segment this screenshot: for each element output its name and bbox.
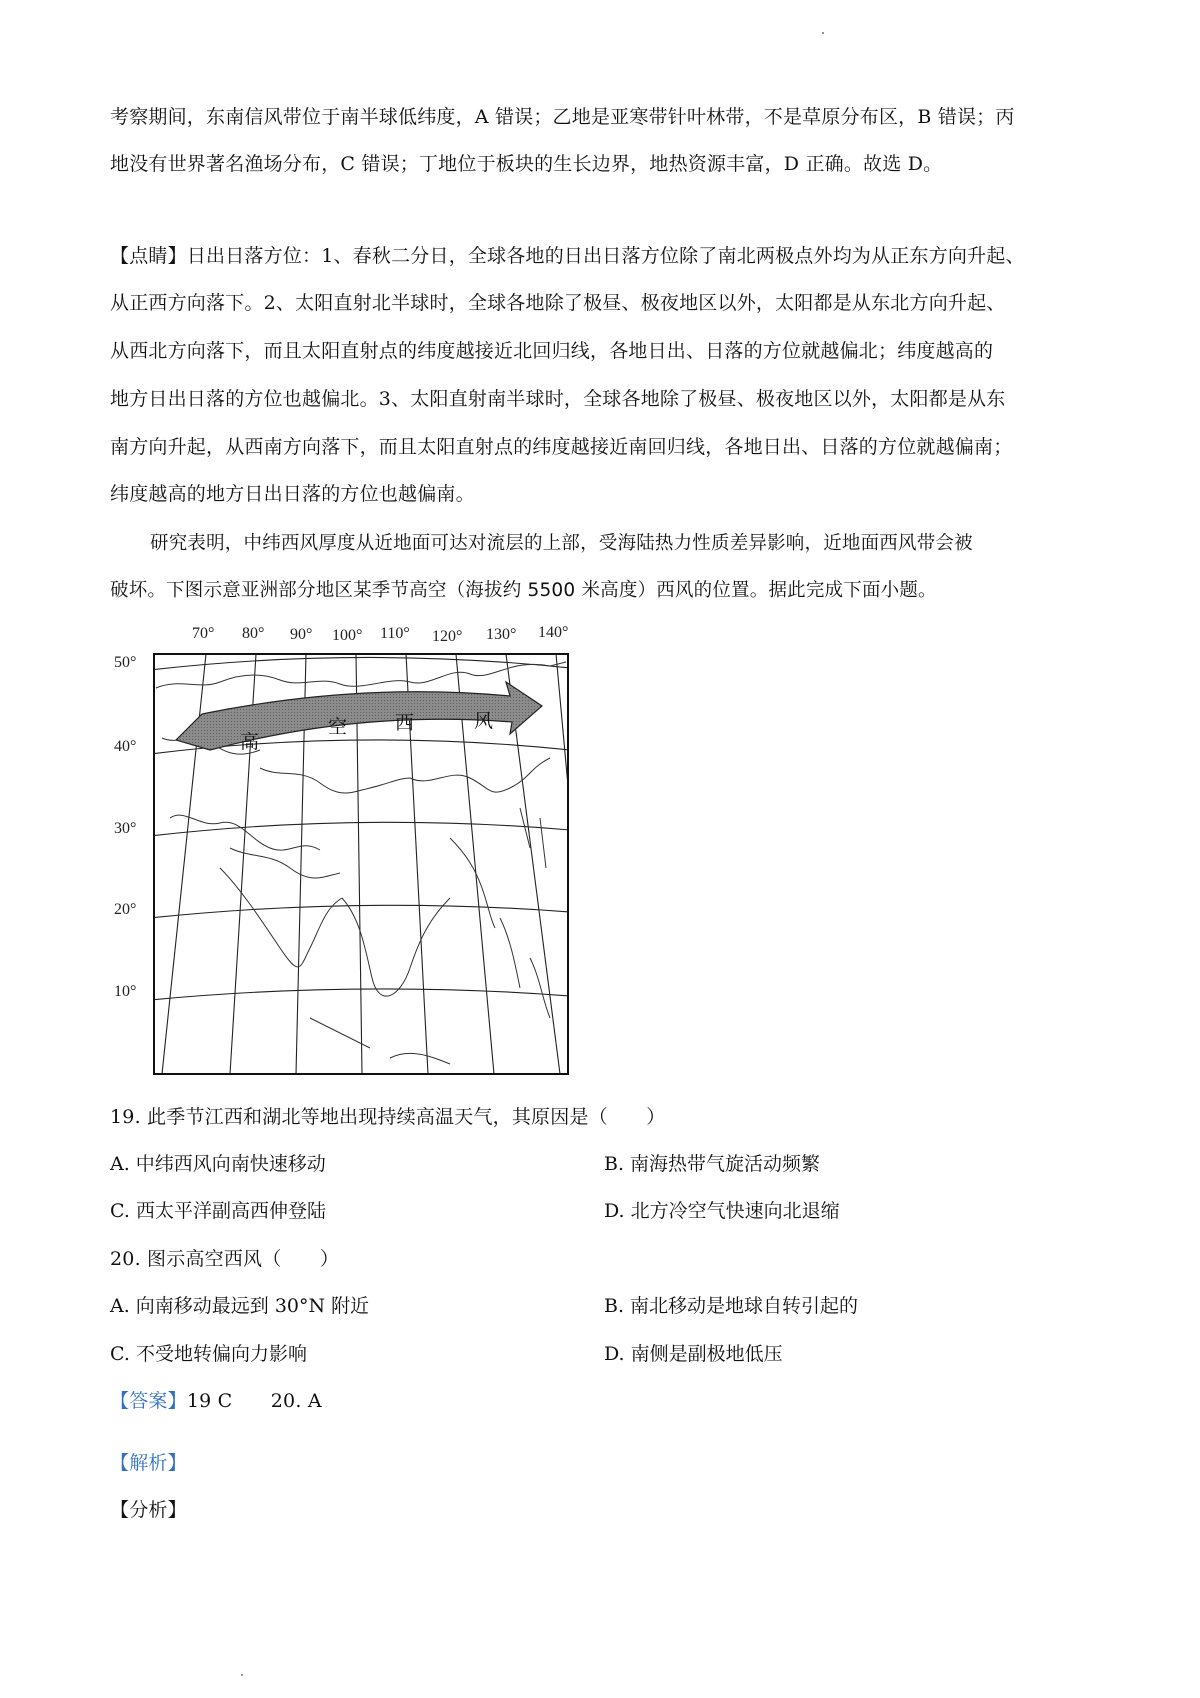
fenxi-label: 【分析】 [110, 1499, 187, 1521]
q20-option-a: A. 向南移动最远到 30°N 附近 [110, 1295, 370, 1317]
answer-line [110, 1388, 322, 1414]
scan-speck [822, 32, 824, 34]
lon-label-70: 70° [192, 625, 215, 642]
answer-label: 【答案】 [110, 1390, 187, 1412]
wind-label-char-1: 高 [240, 731, 260, 753]
prev-explanation-line-2: 地没有世界著名渔场分布，C 错误；丁地位于板块的生长边界，地热资源丰富，D 正确。故选 D。 [110, 153, 943, 175]
scan-speck [241, 1674, 243, 1676]
tip-line-4: 地方日出日落的方位也越偏北。3、太阳直射南半球时，全球各地除了极昼、极夜地区以外，太阳都是从东 [110, 388, 1006, 410]
q19-stem: 19. 此季节江西和湖北等地出现持续高温天气，其原因是（ ） [110, 1106, 666, 1128]
asia-westerly-map [110, 618, 580, 1083]
q19-option-a: A. 中纬西风向南快速移动 [110, 1153, 326, 1175]
lat-label-50: 50° [114, 654, 137, 671]
lat-label-30: 30° [114, 820, 137, 837]
lon-label-80: 80° [242, 625, 265, 642]
wind-label-char-2: 空 [328, 716, 348, 738]
tip-line-2: 从正西方向落下。2、太阳直射北半球时，全球各地除了极昼、极夜地区以外，太阳都是从东北方向升起、 [110, 292, 1006, 314]
wind-label-char-3: 西 [395, 712, 415, 734]
answer-text: 19 C 20. A [186, 1390, 322, 1412]
lat-label-10: 10° [114, 983, 137, 1000]
q19-option-c: C. 西太平洋副高西伸登陆 [110, 1200, 326, 1222]
tip-line-1 [110, 243, 1025, 269]
lon-label-140: 140° [538, 624, 569, 641]
analysis-label: 【解析】 [110, 1452, 187, 1474]
lon-label-130: 130° [486, 626, 517, 643]
q20-option-d: D. 南侧是副极地低压 [604, 1343, 783, 1365]
tip-text: 日出日落方位：1、春秋二分日，全球各地的日出日落方位除了南北两极点外均为从正东方向升起、 [186, 245, 1025, 267]
lon-label-100: 100° [332, 627, 363, 644]
lon-label-90: 90° [290, 626, 313, 643]
wind-label-char-4: 风 [474, 710, 494, 732]
lon-label-110: 110° [380, 625, 410, 642]
lon-label-120: 120° [432, 628, 463, 645]
lat-label-40: 40° [114, 738, 137, 755]
intro-line-1: 研究表明，中纬西风厚度从近地面可达对流层的上部，受海陆热力性质差异影响，近地面西风带会被 [150, 533, 973, 554]
prev-explanation-line-1: 考察期间，东南信风带位于南半球低纬度，A 错误；乙地是亚寒带针叶林带，不是草原分布区，B 错误；丙 [110, 106, 1015, 128]
q19-option-d: D. 北方冷空气快速向北退缩 [604, 1200, 840, 1222]
q19-option-b: B. 南海热带气旋活动频繁 [604, 1153, 821, 1175]
tip-line-6: 纬度越高的地方日出日落的方位也越偏南。 [110, 483, 475, 505]
tip-label: 【点睛】 [110, 245, 187, 267]
q20-option-c: C. 不受地转偏向力影响 [110, 1343, 307, 1365]
q20-option-b: B. 南北移动是地球自转引起的 [604, 1295, 859, 1317]
q20-stem: 20. 图示高空西风（ ） [110, 1248, 340, 1270]
tip-line-3: 从西北方向落下，而且太阳直射点的纬度越接近北回归线，各地日出、日落的方位就越偏北；纬度越高的 [110, 340, 994, 362]
tip-line-5: 南方向升起，从西南方向落下，而且太阳直射点的纬度越接近南回归线，各地日出、日落的方位就越偏南； [110, 436, 1013, 458]
intro-line-2: 破坏。下图示意亚洲部分地区某季节高空（海拔约 5500 米高度）西风的位置。据此完成下面小题。 [110, 580, 937, 601]
lat-label-20: 20° [114, 901, 137, 918]
